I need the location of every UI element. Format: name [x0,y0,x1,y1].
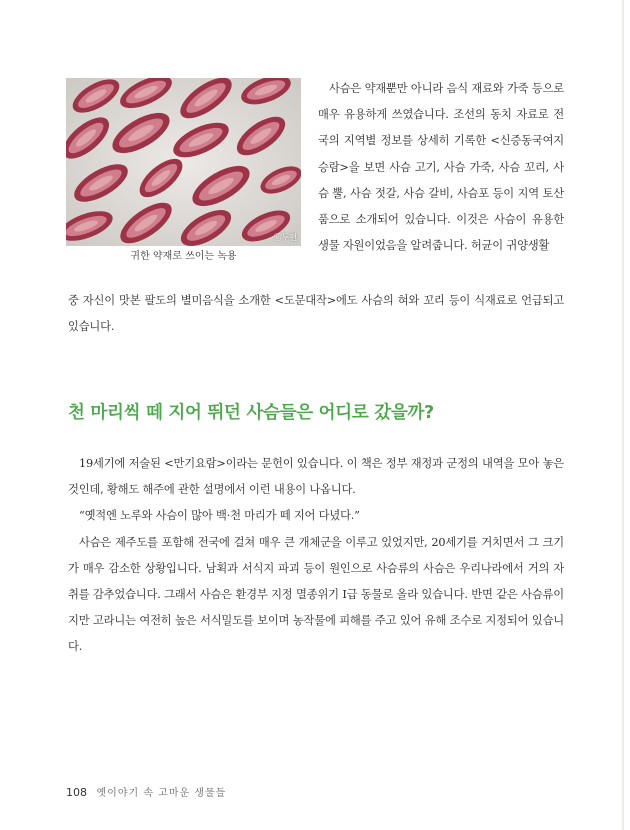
intro-paragraph-continued: 중 자신이 맛본 팔도의 별미음식을 소개한 <도문대작>에도 사슴의 혀와 꼬리 등이 식재료로 언급되고 있습니다. [68,294,564,334]
page-footer [66,784,226,799]
body-quote: “옛적엔 노루와 사슴이 많아 백·천 마리가 떼 지어 다녔다.” [79,509,360,523]
page-edge-line [622,0,624,830]
body-paragraph: 사슴은 제주도를 포함해 전국에 걸쳐 매우 큰 개체군을 이루고 있었지만, 20세기를 거치면서 그 크기가 매우 감소한 상황입니다. 남획과 서식지 파괴 등이 원인으로 사슴류의 사슴은 우리나라에서 거의 자취를 감추었습니다. 그래서 사슴은 환경부 지정 멸종위기 I급 동물로 올라 있습니다. 반면 같은 사슴류이지만 고라니는 여전히 높은 서식밀도를 보이며 농작물에 피해를 주고 있어 유해 조수로 지정되어 있습니다. [68,535,564,654]
section-body [68,451,564,661]
section-heading: 천 마리씩 떼 지어 뛰던 사슴들은 어디로 갔을까? [68,403,434,423]
photo-caption: 귀한 약재로 쓰이는 녹용 [130,251,237,262]
photo-credit: ⓒ두편 [273,233,297,242]
antler-photo-figure [66,78,301,246]
antler-slices-photo [66,78,301,246]
book-title: 옛이야기 속 고마운 생물들 [96,788,227,799]
page-number: 108 [66,786,87,799]
intro-paragraph-wrapped: 사슴은 약재뿐만 아니라 음식 재료와 가죽 등으로 매우 유용하게 쓰였습니다. 조선의 동치 자료로 전국의 지역별 정보를 상세히 기록한 <신증동국여지승람>을 보면 사슴 고기, 사슴 가죽, 사슴 꼬리, 사슴 뿔, 사슴 젓갈, 사슴 갈비, 사슴포 등이 지역 토산품으로 소개되어 있습니다. 이것은 사슴이 유용한 생물 자원이었음을 알려줍니다. 허균이 귀양생활 [318,82,564,253]
body-paragraph: 19세기에 저술된 <만기요람>이라는 문헌이 있습니다. 이 책은 정부 재정과 군정의 내역을 모아 놓은 것인데, 황해도 해주에 관한 설명에서 이런 내용이 나옵니다. [68,457,564,497]
